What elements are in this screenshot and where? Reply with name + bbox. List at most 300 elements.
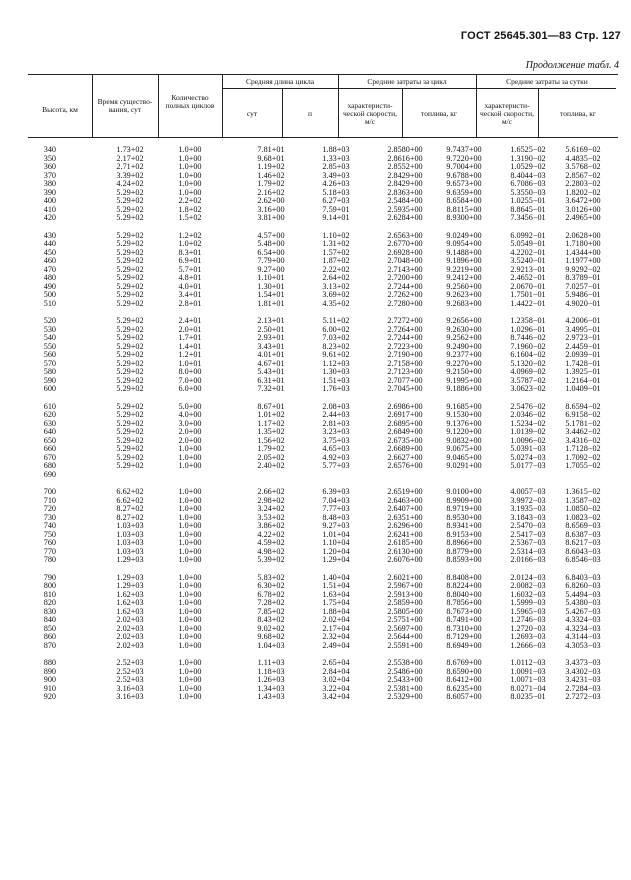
table-cell: 2.7223+00	[387, 342, 423, 351]
table-cell: 420	[43, 214, 56, 222]
table-cell: 8.43+02	[257, 616, 285, 624]
table-row	[0, 625, 631, 634]
table-row	[0, 189, 631, 198]
table-cell: 1.88+04	[322, 607, 350, 616]
table-cell: 1.0+00	[178, 513, 202, 522]
table-cell: 4.8+01	[178, 274, 202, 282]
table-row	[0, 172, 631, 181]
table-cell: 1.34+03	[257, 684, 285, 693]
table-cell	[101, 471, 159, 480]
table-cell: 360	[43, 163, 56, 171]
row-group	[0, 317, 631, 394]
table-cell: 680	[43, 462, 56, 470]
table-cell: 9.1995+00	[446, 376, 482, 385]
table-cell: 9.2377+00	[446, 351, 482, 359]
table-cell: 2.6407+00	[387, 505, 423, 513]
table-cell: 570	[43, 359, 56, 368]
table-cell: 1.10+02	[322, 231, 350, 240]
table-cell: 2.6689+00	[387, 445, 423, 453]
table-cell: 4.3234−03	[565, 624, 601, 633]
table-cell: 3.16+03	[116, 684, 144, 693]
table-cell	[558, 471, 608, 480]
table-cell: 8.27+02	[116, 505, 144, 513]
table-cell: 1.0+02	[178, 240, 202, 248]
table-cell: 1.30+01	[257, 282, 285, 291]
table-cell: 2.7048+00	[387, 257, 423, 265]
table-cell: 1.88+03	[322, 146, 350, 154]
table-cell: 5.29+02	[116, 436, 144, 445]
table-cell: 8.8593+00	[446, 556, 482, 564]
table-cell: 9.1220+00	[446, 428, 482, 436]
table-cell: 1.0+00	[178, 505, 202, 513]
table-cell: 2.5476−02	[510, 402, 546, 411]
table-cell: 2.32+04	[322, 633, 350, 641]
table-cell: 8.6387−03	[565, 530, 601, 539]
table-cell: 730	[43, 513, 56, 522]
table-cell: 1.29+03	[116, 573, 144, 582]
table-row	[0, 197, 631, 206]
table-cell: 4.65+03	[322, 445, 350, 453]
table-cell: 3.43+01	[257, 342, 285, 351]
table-cell: 2.71+02	[116, 163, 144, 171]
table-row	[0, 317, 631, 326]
table-cell: 400	[43, 197, 56, 205]
table-cell: 8.6769+00	[446, 659, 482, 667]
table-cell: 1.0+00	[178, 530, 202, 539]
table-cell: 5.1781−02	[565, 419, 601, 428]
table-cell: 9.2490+00	[446, 342, 482, 351]
table-cell: 2.08+03	[322, 402, 350, 411]
table-cell: 5.29+02	[116, 359, 144, 368]
table-cell: 7.59+01	[322, 205, 350, 214]
table-cell: 1.0112−03	[510, 659, 546, 667]
page-header: ГОСТ 25645.301—83 Стр. 127	[460, 30, 621, 42]
table-cell: 2.7077+00	[387, 376, 423, 385]
table-cell: 2.0166−03	[510, 556, 546, 564]
table-cell: 830	[43, 607, 56, 616]
table-cell: 2.52+03	[116, 676, 144, 684]
table-cell: 1.10+01	[257, 274, 285, 282]
table-cell: 2.5805+00	[387, 607, 423, 616]
table-cell: 4.2006−01	[565, 317, 601, 325]
table-cell: 1.0+00	[178, 539, 202, 547]
col-cycles: Количество полных циклов	[165, 93, 215, 110]
table-cell: 9.6573+00	[446, 180, 482, 188]
col-fuel: топлива, кг	[421, 109, 457, 118]
table-cell: 1.03+03	[116, 530, 144, 539]
table-cell: 7.32+01	[257, 385, 285, 393]
table-cell: 9.2270+00	[446, 359, 482, 368]
table-row	[0, 428, 631, 437]
table-cell: 1.0+00	[178, 582, 202, 590]
table-cell	[251, 471, 291, 480]
table-cell: 2.6917+00	[387, 411, 423, 419]
table-cell: 2.0082−03	[510, 582, 546, 590]
table-cell: 1.54+01	[257, 291, 285, 299]
row-group	[0, 659, 631, 702]
table-cell: 1.0409−01	[565, 385, 601, 393]
table-cell: 1.2164−01	[565, 376, 601, 385]
table-cell: 1.0+00	[178, 633, 202, 641]
table-cell: 9.27+03	[322, 522, 350, 530]
table-row	[0, 300, 631, 309]
table-cell: 1.7+01	[178, 334, 202, 342]
table-cell: 5.48+00	[257, 240, 285, 248]
table-cell	[503, 471, 553, 480]
table-cell: 1.0529−02	[510, 163, 546, 171]
table-cell: 2.9723−01	[565, 334, 601, 342]
table-cell: 5.29+02	[116, 274, 144, 282]
table-cell: 520	[43, 317, 56, 325]
table-cell: 2.6284+00	[387, 214, 423, 222]
table-cell: 2.7272+00	[387, 317, 423, 325]
table-cell: 2.8429+00	[387, 171, 423, 180]
table-cell: 7.28+02	[257, 599, 285, 607]
table-row	[0, 642, 631, 651]
col-fuel-2: топлива, кг	[560, 109, 596, 118]
table-cell: 1.01+02	[257, 411, 285, 419]
table-cell: 8.9719+00	[446, 505, 482, 513]
table-cell: 3.86+02	[257, 522, 285, 530]
table-cell: 9.68+01	[257, 154, 285, 163]
table-cell: 3.53+02	[257, 513, 285, 522]
table-cell: 1.29+03	[116, 582, 144, 590]
table-cell: 1.0+00	[178, 556, 202, 564]
table-cell: 6.00+02	[322, 325, 350, 334]
table-cell	[381, 471, 429, 480]
table-cell: 2.17+02	[116, 154, 144, 163]
table-cell: 3.6472+00	[565, 197, 601, 205]
table-cell: 9.2562+00	[446, 334, 482, 342]
continuation-label: Продолжение табл. 4	[525, 60, 619, 71]
table-cell: 4.59+02	[257, 539, 285, 547]
table-cell: 9.02+02	[257, 624, 285, 633]
table-cell: 6.9158−02	[565, 411, 601, 419]
table-cell: 2.49+04	[322, 641, 350, 650]
table-cell: 5.29+02	[116, 231, 144, 240]
table-cell: 1.6525−02	[510, 146, 546, 154]
table-cell: 1.0+00	[178, 547, 202, 556]
table-cell: 3.4302−03	[565, 667, 601, 676]
table-row	[0, 214, 631, 223]
table-cell: 660	[43, 445, 56, 453]
table-cell: 9.0675+00	[446, 445, 482, 453]
table-cell: 1.75+04	[322, 599, 350, 607]
table-cell: 1.18+03	[257, 667, 285, 676]
table-cell: 9.1886+00	[446, 385, 482, 393]
table-cell: 2.8+01	[178, 299, 202, 308]
table-cell: 5.4267−03	[565, 607, 601, 616]
table-cell: 8.8966+00	[446, 539, 482, 547]
table-row	[0, 659, 631, 668]
table-cell: 2.6576+00	[387, 462, 423, 470]
table-cell: 5.29+02	[116, 325, 144, 334]
table-cell: 2.5967+00	[387, 582, 423, 590]
table-cell: 1.0+00	[178, 496, 202, 505]
table-cell: 1.3587−02	[565, 496, 601, 505]
table-cell: 9.9292−02	[565, 265, 601, 274]
table-cell: 800	[43, 582, 56, 590]
table-cell: 7.3456−01	[510, 214, 546, 222]
table-cell: 5.29+02	[116, 317, 144, 325]
table-cell: 1.5234−02	[510, 419, 546, 428]
table-cell: 2.02+03	[116, 633, 144, 641]
table-cell: 4.4835−02	[565, 154, 601, 163]
table-cell: 2.6770+00	[387, 240, 423, 248]
table-cell: 2.50+01	[257, 325, 285, 334]
table-cell: 1.0139−02	[510, 428, 546, 436]
table-cell: 8.7856+00	[446, 599, 482, 607]
table-cell: 1.0+00	[178, 180, 202, 188]
table-cell: 2.6351+00	[387, 513, 423, 522]
table-cell: 2.7244+00	[387, 282, 423, 291]
table-row	[0, 514, 631, 523]
table-cell: 8.8408+00	[446, 573, 482, 582]
table-cell: 2.7272−03	[565, 693, 601, 701]
table-cell: 1.73+02	[116, 146, 144, 154]
row-group	[0, 574, 631, 651]
table-cell: 2.2+02	[178, 197, 202, 205]
table-cell: 4.0+01	[178, 282, 202, 291]
table-row	[0, 180, 631, 189]
table-cell: 3.4+01	[178, 291, 202, 299]
table-cell: 1.8202−02	[565, 188, 601, 197]
table-cell: 2.5913+00	[387, 590, 423, 599]
table-cell: 9.6788+00	[446, 171, 482, 180]
table-cell: 4.3053−03	[565, 641, 601, 650]
table-cell: 1.62+03	[116, 599, 144, 607]
table-cell: 1.35+02	[257, 428, 285, 436]
table-cell: 910	[43, 684, 56, 693]
table-cell: 3.0623−02	[510, 385, 546, 393]
table-cell: 2.0628+00	[565, 231, 601, 240]
col-avg-cycle-len: Средняя длина цикла	[245, 77, 315, 86]
table-cell: 3.4316−02	[565, 436, 601, 445]
table-cell: 2.6463+00	[387, 496, 423, 505]
table-cell: 8.6590+00	[446, 667, 482, 676]
table-cell: 6.62+02	[116, 488, 144, 496]
table-cell: 2.6130+00	[387, 547, 423, 556]
table-cell: 1.43+03	[257, 693, 285, 701]
table-row	[0, 548, 631, 557]
table-cell: 2.02+03	[116, 641, 144, 650]
table-cell: 3.5768−02	[565, 163, 601, 171]
table-cell: 2.7190+00	[387, 351, 423, 359]
table-cell: 890	[43, 667, 56, 676]
table-cell: 1.0071−03	[510, 676, 546, 684]
table-row	[0, 608, 631, 617]
table-cell: 8.0235−01	[510, 693, 546, 701]
table-cell: 9.2656+00	[446, 317, 482, 325]
table-cell: 2.02+04	[322, 616, 350, 624]
table-cell: 3.13+02	[322, 282, 350, 291]
table-row	[0, 411, 631, 420]
table-cell: 8.9300+00	[446, 214, 482, 222]
table-cell: 2.4965+00	[565, 214, 601, 222]
table-cell: 720	[43, 505, 56, 513]
table-cell: 3.81+00	[257, 214, 285, 222]
table-cell: 4.98+02	[257, 547, 285, 556]
table-cell: 7.04+03	[322, 496, 350, 505]
table-row	[0, 556, 631, 565]
table-cell: 2.6185+00	[387, 539, 423, 547]
table-row	[0, 385, 631, 394]
table-cell: 2.4459−01	[565, 342, 601, 351]
table-cell: 4.0057−03	[510, 488, 546, 496]
table-row	[0, 326, 631, 335]
table-cell: 6.7086−03	[510, 180, 546, 188]
table-cell: 2.4+01	[178, 317, 202, 325]
table-cell: 580	[43, 368, 56, 376]
table-cell: 2.02+03	[116, 616, 144, 624]
table-cell: 1.11+03	[257, 659, 285, 667]
table-cell: 8.3789−01	[565, 274, 601, 282]
table-cell: 2.5484+00	[387, 197, 423, 205]
table-cell: 1.0+00	[178, 607, 202, 616]
table-cell: 8.8040+00	[446, 590, 482, 599]
table-cell: 8.7446−02	[510, 334, 546, 342]
table-cell: 2.5935+00	[387, 205, 423, 214]
table-cell: 8.4044−03	[510, 171, 546, 180]
table-cell: 1.2+01	[178, 351, 202, 359]
table-cell: 5.77+03	[322, 462, 350, 470]
table-row	[0, 454, 631, 463]
table-cell: 9.1376+00	[446, 419, 482, 428]
table-cell: 1.0+00	[178, 171, 202, 180]
table-cell: 7.0257−01	[565, 282, 601, 291]
table-cell: 1.0296−01	[510, 325, 546, 334]
table-cell: 1.3615−02	[565, 488, 601, 496]
table-cell: 850	[43, 624, 56, 633]
table-cell: 2.6735+00	[387, 436, 423, 445]
table-cell: 5.29+02	[116, 445, 144, 453]
table-cell: 9.0100+00	[446, 488, 482, 496]
table-cell: 5.29+02	[116, 419, 144, 428]
table-cell: 3.16+03	[116, 693, 144, 701]
table-cell: 6.54+00	[257, 248, 285, 257]
table-cell: 9.1530+00	[446, 411, 482, 419]
table-cell: 820	[43, 599, 56, 607]
table-cell: 7.0+00	[178, 376, 202, 385]
table-cell: 530	[43, 325, 56, 334]
table-row	[0, 591, 631, 600]
table-cell: 2.8429+00	[387, 180, 423, 188]
table-cell: 9.0832+00	[446, 436, 482, 445]
table-row	[0, 471, 631, 480]
table-cell: 8.0271−04	[510, 684, 546, 693]
table-cell: 5.0391−03	[510, 445, 546, 453]
table-cell	[169, 471, 211, 480]
col-days: сут	[246, 109, 258, 118]
table-cell: 750	[43, 530, 56, 539]
table-cell: 500	[43, 291, 56, 299]
table-cell: 700	[43, 488, 56, 496]
table-cell: 1.12+03	[322, 359, 350, 368]
table-cell: 490	[43, 282, 56, 291]
table-cell: 2.6849+00	[387, 428, 423, 436]
table-cell: 2.05+02	[257, 453, 285, 462]
table-cell: 5.6169−02	[565, 146, 601, 154]
table-row	[0, 240, 631, 249]
table-cell: 2.44+03	[322, 411, 350, 419]
table-row	[0, 360, 631, 369]
table-cell: 2.52+03	[116, 667, 144, 676]
table-cell: 2.0346−02	[510, 411, 546, 419]
table-cell: 470	[43, 265, 56, 274]
table-cell: 1.3190−02	[510, 154, 546, 163]
table-cell: 550	[43, 342, 56, 351]
table-cell: 1.51+03	[322, 376, 350, 385]
table-cell: 460	[43, 257, 56, 265]
table-cell: 1.29+03	[116, 556, 144, 564]
table-cell: 1.0850−02	[565, 505, 601, 513]
table-cell: 1.0+00	[178, 624, 202, 633]
table-cell: 1.62+03	[116, 590, 144, 599]
table-cell: 1.7092−02	[565, 453, 601, 462]
table-cell: 430	[43, 231, 56, 240]
table-cell: 2.64+02	[322, 274, 350, 282]
table-cell: 440	[43, 240, 56, 248]
table-cell: 3.23+03	[322, 428, 350, 436]
table-cell: 8.7310+00	[446, 624, 482, 633]
table-cell: 8.6057+00	[446, 693, 482, 701]
table-cell: 5.29+02	[116, 214, 144, 222]
table-cell: 2.0124−03	[510, 573, 546, 582]
table-cell: 4.26+03	[322, 180, 350, 188]
table-cell: 1.0+00	[178, 445, 202, 453]
table-cell: 2.40+02	[257, 462, 285, 470]
table-cell: 9.7004+00	[446, 163, 482, 171]
table-cell: 480	[43, 274, 56, 282]
table-cell: 2.0670−01	[510, 282, 546, 291]
table-row	[0, 445, 631, 454]
table-cell: 8.6217−03	[565, 539, 601, 547]
table-row	[0, 249, 631, 258]
table-cell: 8.6235+00	[446, 684, 482, 693]
table-cell: 1.0+00	[178, 676, 202, 684]
row-group	[0, 146, 631, 223]
table-cell: 2.6986+00	[387, 402, 423, 411]
table-cell: 2.6928+00	[387, 248, 423, 257]
table-cell: 7.77+03	[322, 505, 350, 513]
table-row	[0, 574, 631, 583]
table-cell: 5.29+02	[116, 188, 144, 197]
table-cell: 5.29+02	[116, 368, 144, 376]
table-cell: 8.6584+00	[446, 197, 482, 205]
table-cell: 2.6563+00	[387, 231, 423, 240]
table-cell: 2.81+03	[322, 419, 350, 428]
table-cell: 9.2412+00	[446, 274, 482, 282]
table-cell: 1.40+04	[322, 573, 350, 582]
table-cell: 3.49+03	[322, 171, 350, 180]
table-cell: 2.5644+00	[387, 633, 423, 641]
table-cell: 4.92+03	[322, 453, 350, 462]
table-cell: 5.29+02	[116, 462, 144, 470]
table-cell: 2.6021+00	[387, 573, 423, 582]
table-cell: 9.1896+00	[446, 257, 482, 265]
table-cell: 1.0+00	[178, 684, 202, 693]
table-cell: 350	[43, 154, 56, 163]
table-row	[0, 368, 631, 377]
table-cell: 8.7673+00	[446, 607, 482, 616]
table-cell: 2.6627+00	[387, 453, 423, 462]
table-cell: 2.5591+00	[387, 641, 423, 650]
table-cell: 900	[43, 676, 56, 684]
table-cell: 5.29+02	[116, 351, 144, 359]
table-row	[0, 539, 631, 548]
table-row	[0, 676, 631, 685]
table-cell: 4.9020−01	[565, 299, 601, 308]
